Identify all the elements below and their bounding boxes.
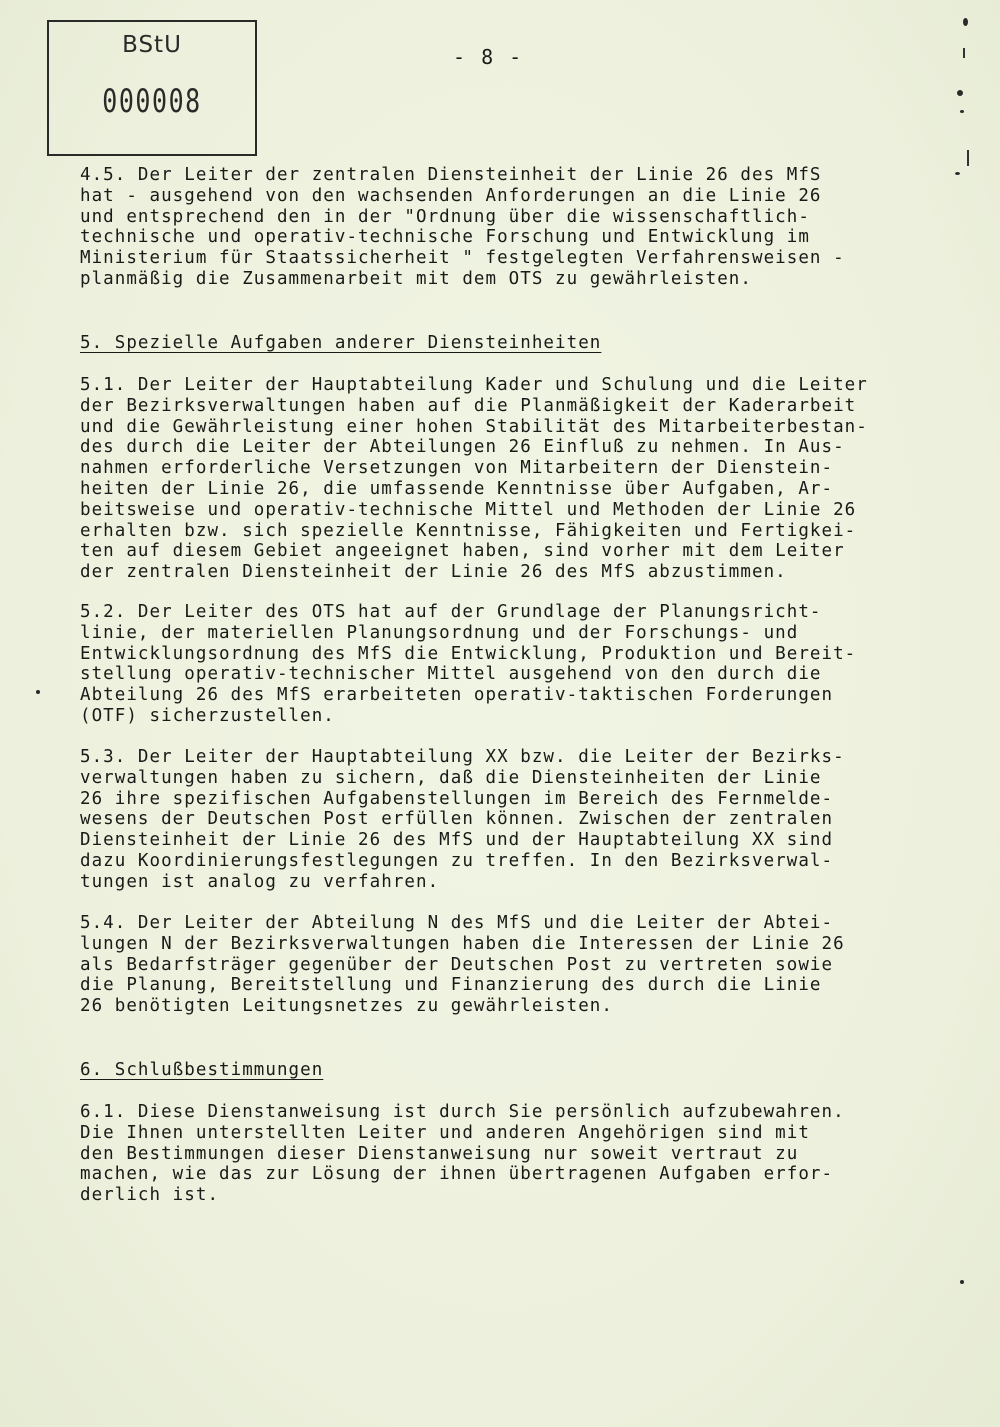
margin-mark bbox=[967, 150, 969, 166]
scan-speck bbox=[960, 1280, 964, 1284]
paragraph-5-3: 5.3. Der Leiter der Hauptabteilung XX bzw. die Leiter der Bezirks- verwaltungen haben zu sichern, daß die Diensteinheiten der Linie 26 ihre spezifischen Aufgabenstellungen im Bereich des Fernmelde- wesens der Deutschen Post erfüllen können. Zwischen der zentralen Diensteinheit der Linie 26 des MfS und der Hauptabteilung XX sind dazu Koordinierungsfestlegungen zu treffen. In den Bezirksverwal- tungen ist analog zu verfahren. bbox=[80, 747, 845, 892]
paragraph-6-1: 6.1. Diese Dienstanweisung ist durch Sie persönlich aufzubewahren. Die Ihnen unterstellten Leiter und anderen Angehörigen sind mit den Bestimmungen dieser Dienstanweisung nur soweit vertraut zu machen, wie das zur Lösung der ihnen übertragenen Aufgaben erfor- derlich ist. bbox=[80, 1102, 845, 1206]
scan-speck bbox=[955, 172, 960, 175]
margin-mark bbox=[963, 48, 965, 58]
heading-section-6: 6. Schlußbestimmungen bbox=[80, 1060, 324, 1080]
stamp-title: BStU bbox=[122, 32, 182, 58]
page-number: - 8 - bbox=[453, 45, 524, 69]
scan-speck bbox=[957, 90, 963, 96]
paragraph-5-1: 5.1. Der Leiter der Hauptabteilung Kader und Schulung und die Leiter der Bezirksverwaltungen haben auf die Planmäßigkeit der Kaderarbeit und die Gewährleistung einer hohen Stabilität des Mitarbeiterbestan- des durch die Leiter der Abteilungen 26 Einfluß zu nehmen. In Aus- nahmen erforderliche Versetzungen von Mitarbeitern der Dienstein- heiten der Linie 26, die umfassende Kenntnisse über Aufgaben, Ar- beitsweise und operativ-technische Mittel und Methoden der Linie 26 erhalten bzw. sich spezielle Kenntnisse, Fähigkeiten und Fertigkei- ten auf diesem Gebiet angeeignet haben, sind vorher mit dem Leiter der zentralen Diensteinheit der Linie 26 des MfS abzustimmen. bbox=[80, 375, 868, 583]
heading-section-5: 5. Spezielle Aufgaben anderer Diensteinheiten bbox=[80, 333, 602, 353]
paragraph-5-2: 5.2. Der Leiter des OTS hat auf der Grundlage der Planungsricht- linie, der materiellen Planungsordnung und der Forschungs- und Entwicklungsordnung des MfS die Entwicklung, Produktion und Bereit- stellung operativ-technischer Mittel ausgehend von den durch die Abteilung 26 des MfS erarbeiteten operativ-taktischen Forderungen (OTF) sicherzustellen. bbox=[80, 602, 857, 726]
stamp-number: 000008 bbox=[102, 82, 202, 120]
paragraph-4-5: 4.5. Der Leiter der zentralen Diensteinheit der Linie 26 des MfS hat - ausgehend von den wachsenden Anforderungen an die Linie 26 und entsprechend den in der "Ordnung über die wissenschaftlich- technische und operativ-technische Forschung und Entwicklung im Ministerium für Staatssicherheit " festgelegten Verfahrensweisen - planmäßig die Zusammenarbeit mit dem OTS zu gewährleisten. bbox=[80, 165, 845, 289]
scan-speck bbox=[963, 18, 968, 26]
scan-speck bbox=[960, 110, 964, 113]
scan-speck bbox=[36, 690, 40, 694]
archive-stamp bbox=[47, 20, 257, 156]
paragraph-5-4: 5.4. Der Leiter der Abteilung N des MfS und die Leiter der Abtei- lungen N der Bezirksverwaltungen haben die Interessen der Linie 26 als Bedarfsträger gegenüber der Deutschen Post zu vertreten sowie die Planung, Bereitstellung und Finanzierung des durch die Linie 26 benötigten Leitungsnetzes zu gewährleisten. bbox=[80, 913, 845, 1017]
